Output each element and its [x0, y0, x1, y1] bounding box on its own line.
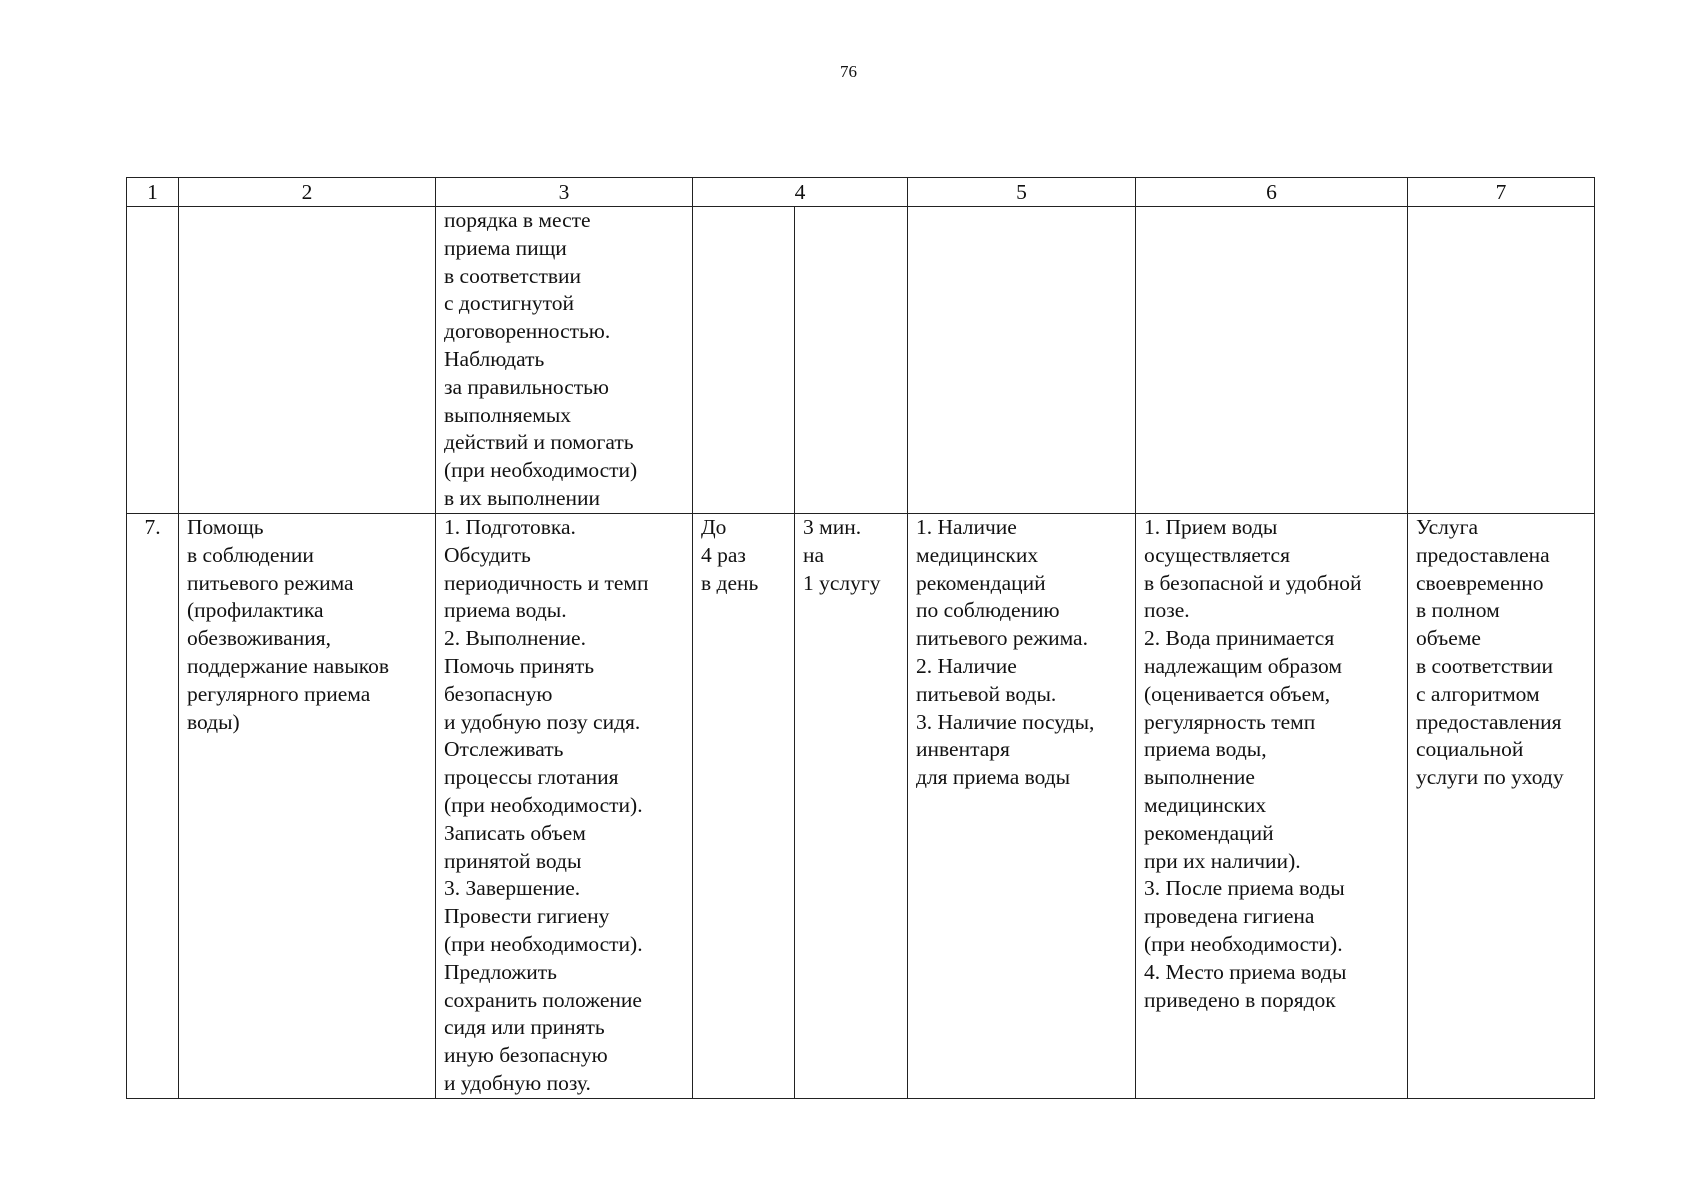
- service-name-cell: [179, 514, 436, 1099]
- cell-text-line: (оценивается объем,: [1144, 681, 1331, 706]
- cell-text-line: 2. Вода принимается: [1144, 626, 1335, 651]
- cont-procedure-cell: [436, 207, 693, 514]
- cell-text-line: и удобную позу сидя.: [444, 709, 641, 734]
- cell-text-line: процессы глотания: [444, 765, 619, 790]
- cell-text-line: До: [701, 515, 727, 539]
- cell-text-line: 1 услугу: [803, 570, 881, 595]
- quality-cell: [1408, 514, 1595, 1099]
- cell-text-line: приема воды.: [444, 598, 567, 623]
- cell-text-line: в соответствии: [1416, 653, 1554, 678]
- conditions-cell: [908, 514, 1136, 1099]
- cell-text-line: 3 мин.: [803, 515, 862, 539]
- page-number: 76: [840, 62, 857, 81]
- cell-text-line: Предложить: [444, 959, 557, 984]
- cell-text-line: действий и помогать: [444, 430, 634, 455]
- cell-text-line: периодичность и темп: [444, 570, 649, 595]
- cell-text-line: приведено в порядок: [1144, 987, 1336, 1012]
- cell-text-line: 1. Подготовка.: [444, 515, 576, 539]
- cell-text-line: выполняемых: [444, 402, 572, 427]
- cell-text-line: Помощь: [187, 515, 264, 539]
- cell-text-line: (при необходимости).: [444, 792, 643, 817]
- cell-text-line: предоставлена: [1416, 542, 1550, 567]
- cont-conditions-cell: [908, 207, 1136, 514]
- cell-text-line: выполнение: [1144, 765, 1255, 790]
- frequency-cell: [693, 514, 795, 1099]
- cell-text-line: Помочь принять: [444, 653, 595, 678]
- cell-text-line: для приема воды: [916, 765, 1071, 790]
- cell-text-line: сохранить положение: [444, 987, 642, 1012]
- services-table: [126, 177, 1595, 1099]
- cell-text-line: за правильностью: [444, 374, 609, 399]
- cell-text-line: позе.: [1144, 598, 1190, 623]
- cell-text-line: питьевого режима: [187, 570, 354, 595]
- cell-text-line: (при необходимости).: [1144, 931, 1343, 956]
- cell-text-line: 1. Прием воды: [1144, 515, 1278, 539]
- cell-text-line: регулярного приема: [187, 681, 371, 706]
- row-number: 7.: [127, 514, 179, 1099]
- cell-text-line: на: [803, 542, 825, 567]
- cell-text-line: 2. Выполнение.: [444, 626, 586, 651]
- cell-text-line: Услуга: [1416, 515, 1479, 539]
- cell-text-line: 3. Завершение.: [444, 876, 581, 901]
- cell-text-line: приема пищи: [444, 235, 567, 260]
- cell-text-line: медицинских: [916, 542, 1039, 567]
- cell-text-line: Обсудить: [444, 542, 531, 567]
- cell-text-line: в их выполнении: [444, 485, 601, 510]
- cell-text-line: питьевого режима.: [916, 626, 1088, 651]
- cont-frequency-cell: [693, 207, 795, 514]
- cell-text-line: в безопасной и удобной: [1144, 570, 1362, 595]
- cell-text-line: (при необходимости): [444, 458, 638, 483]
- cell-text-line: 3. Наличие посуды,: [916, 709, 1095, 734]
- continuation-row: [127, 207, 1595, 514]
- cell-text-line: 4. Место приема воды: [1144, 959, 1347, 984]
- header-col-3: 3: [436, 178, 693, 207]
- cell-text-line: Провести гигиену: [444, 904, 610, 929]
- cell-text-line: приема воды,: [1144, 737, 1267, 762]
- procedure-cell: [436, 514, 693, 1099]
- cell-text-line: питьевой воды.: [916, 681, 1057, 706]
- cell-text-line: и удобную позу.: [444, 1070, 591, 1095]
- cell-text-line: (при необходимости).: [444, 931, 643, 956]
- cell-text-line: инвентаря: [916, 737, 1010, 762]
- cell-text-line: услуги по уходу: [1416, 765, 1564, 790]
- cell-text-line: проведена гигиена: [1144, 904, 1315, 929]
- cell-text-line: обезвоживания,: [187, 626, 331, 651]
- cell-text-line: с алгоритмом: [1416, 681, 1540, 706]
- cell-text-line: 2. Наличие: [916, 653, 1017, 678]
- cell-text-line: Отслеживать: [444, 737, 564, 762]
- cell-text-line: своевременно: [1416, 570, 1544, 595]
- cont-name-cell: [179, 207, 436, 514]
- cell-text-line: рекомендаций: [1144, 820, 1274, 845]
- cell-text-line: иную безопасную: [444, 1043, 608, 1068]
- header-row: [127, 178, 1595, 207]
- cont-duration-cell: [795, 207, 908, 514]
- cell-text-line: при их наличии).: [1144, 848, 1301, 873]
- cell-text-line: Наблюдать: [444, 346, 545, 371]
- table-row: [127, 514, 1595, 1099]
- header-col-2: 2: [179, 178, 436, 207]
- result-cell: [1136, 514, 1408, 1099]
- cell-text-line: принятой воды: [444, 848, 582, 873]
- cell-text-line: 1. Наличие: [916, 515, 1017, 539]
- cell-text-line: в соблюдении: [187, 542, 314, 567]
- cell-text-line: рекомендаций: [916, 570, 1046, 595]
- cell-text-line: безопасную: [444, 681, 553, 706]
- cont-quality-cell: [1408, 207, 1595, 514]
- header-col-7: 7: [1408, 178, 1595, 207]
- header-col-1: 1: [127, 178, 179, 207]
- cell-text-line: регулярность темп: [1144, 709, 1316, 734]
- cell-text-line: надлежащим образом: [1144, 653, 1342, 678]
- cont-result-cell: [1136, 207, 1408, 514]
- header-col-4: 4: [693, 178, 908, 207]
- cell-text-line: осуществляется: [1144, 542, 1290, 567]
- cell-text-line: поддержание навыков: [187, 653, 390, 678]
- cell-text-line: сидя или принять: [444, 1015, 605, 1040]
- cell-text-line: по соблюдению: [916, 598, 1060, 623]
- cell-text-line: в день: [701, 570, 759, 595]
- header-col-6: 6: [1136, 178, 1408, 207]
- cell-text-line: предоставления: [1416, 709, 1562, 734]
- cont-number-cell: [127, 207, 179, 514]
- cell-text-line: порядка в месте: [444, 208, 591, 232]
- cell-text-line: Записать объем: [444, 820, 586, 845]
- cell-text-line: с достигнутой: [444, 291, 575, 316]
- cell-text-line: договоренностью.: [444, 319, 611, 344]
- cell-text-line: медицинских: [1144, 792, 1267, 817]
- duration-cell: [795, 514, 908, 1099]
- cell-text-line: 3. После приема воды: [1144, 876, 1345, 901]
- cell-text-line: в полном: [1416, 598, 1500, 623]
- cell-text-line: объеме: [1416, 626, 1481, 651]
- cell-text-line: 4 раз: [701, 542, 746, 567]
- cell-text-line: в соответствии: [444, 263, 582, 288]
- header-col-5: 5: [908, 178, 1136, 207]
- cell-text-line: социальной: [1416, 737, 1524, 762]
- cell-text-line: (профилактика: [187, 598, 324, 623]
- cell-text-line: воды): [187, 709, 240, 734]
